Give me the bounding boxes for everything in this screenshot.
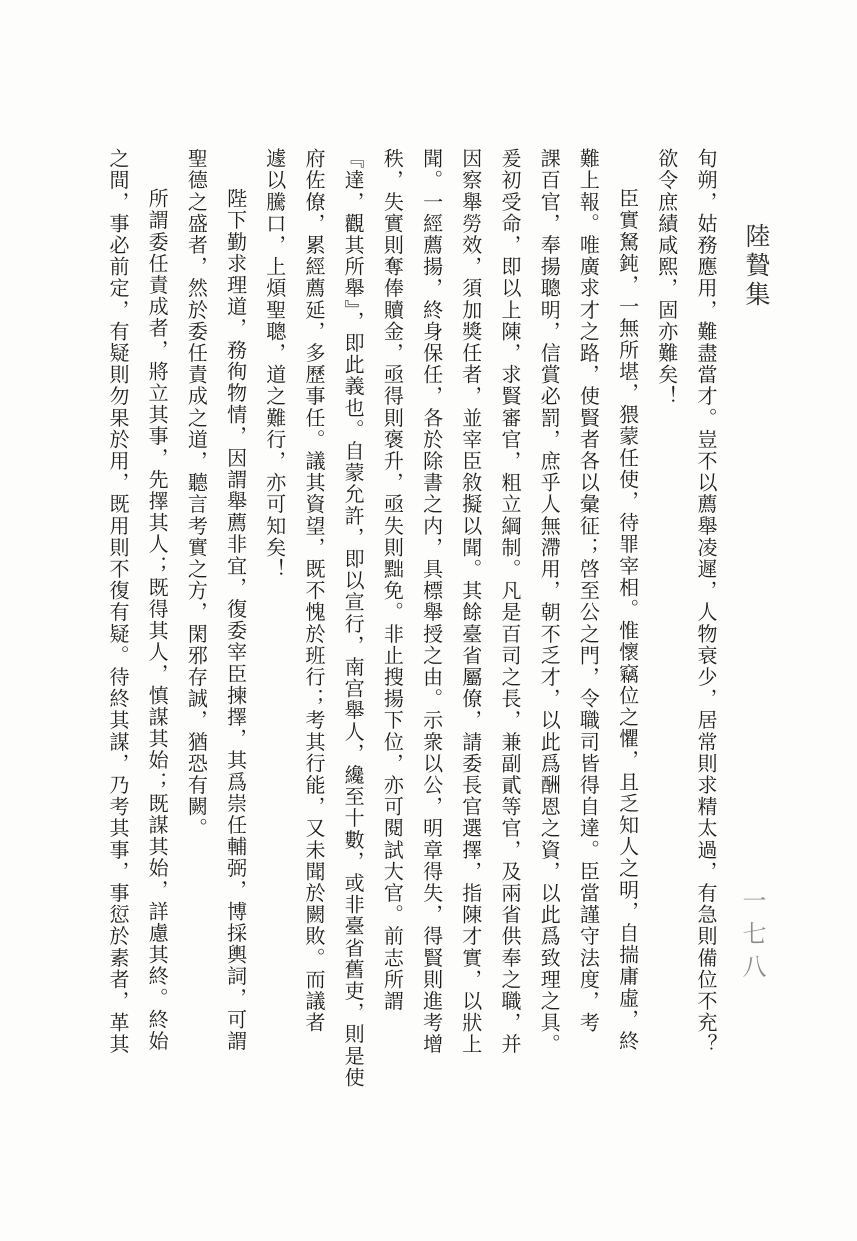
text-column: 聞。一經薦揚，終身保任，各於除書之内，具標舉授之由。示衆以公，明章得失，得賢則進考增 <box>419 148 442 1056</box>
text-column: 陛下勤求理道，務徇物情，因謂舉薦非宜，復委宰臣揀擇，其爲崇任輔弼，博採輿詞，可謂 <box>223 188 246 1052</box>
running-head-title: 陸贄集 <box>742 223 769 310</box>
text-column: 爰初受命，即以上陳，求賢審官，粗立綱制。凡是百司之長，兼副貳等官，及兩省供奉之職，并 <box>497 148 520 1056</box>
text-column: 所謂委任責成者，將立其事，先擇其人；既得其人，慎謀其始；既謀其始，詳慮其終。終始 <box>145 188 168 1052</box>
text-column: 府佐僚，累經薦延，多歷事任。議其資望，既不愧於班行；考其行能，又未聞於闕敗。而議者 <box>301 148 324 1034</box>
text-column: 聖德之盛者，然於委任責成之道，聽言考實之方，閑邪存誠，猶恐有闕。 <box>184 148 207 840</box>
text-column: 『達，觀其所舉』，即此義也。自蒙允許，即以宣行，南宫舉人，纔至十數，或非臺省舊吏，則是使 <box>341 148 364 1089</box>
text-column: 難上報。唯廣求才之路，使賢者各以彙征；啓至公之門，令職司皆得自達。臣當謹守法度，考 <box>576 148 599 1034</box>
text-column: 課百官，奉揚聰明，信賞必罰，庶乎人無滯用，朝不乏才，以此爲酬恩之資，以此爲致理之具。 <box>537 148 560 1056</box>
text-column: 欲令庶績咸熙，固亦難矣！ <box>654 148 677 408</box>
text-column: 遽以騰口，上煩聖聰，道之難行，亦可知矣！ <box>262 148 285 580</box>
text-column: 旬朔，姑務應用，難盡當才。豈不以薦舉凌遲，人物衰少，居常則求精太過，有急則備位不充？ <box>694 148 716 1056</box>
main-text-block <box>97 148 724 1116</box>
text-column: 因察舉勞效，須加獎任者，並宰臣敘擬以聞。其餘臺省屬僚，請委長官選擇，指陳才實，以狀上 <box>458 148 481 1056</box>
text-column: 臣實駑鈍，一無所堪，猥蒙任使，待罪宰相。惟懷竊位之懼，且乏知人之明，自揣庸虛，終 <box>615 188 638 1052</box>
text-column: 秩，失實則奪俸贖金，亟得則褒升，亟失則黜免。非止搜揚下位，亦可閱試大官。前志所謂 <box>380 148 403 1012</box>
page-number: 一七八 <box>738 888 764 987</box>
text-column: 之間，事必前定，有疑則勿果於用，既用則不復有疑。待終其謀，乃考其事，事愆於素者，革其 <box>105 148 128 1056</box>
